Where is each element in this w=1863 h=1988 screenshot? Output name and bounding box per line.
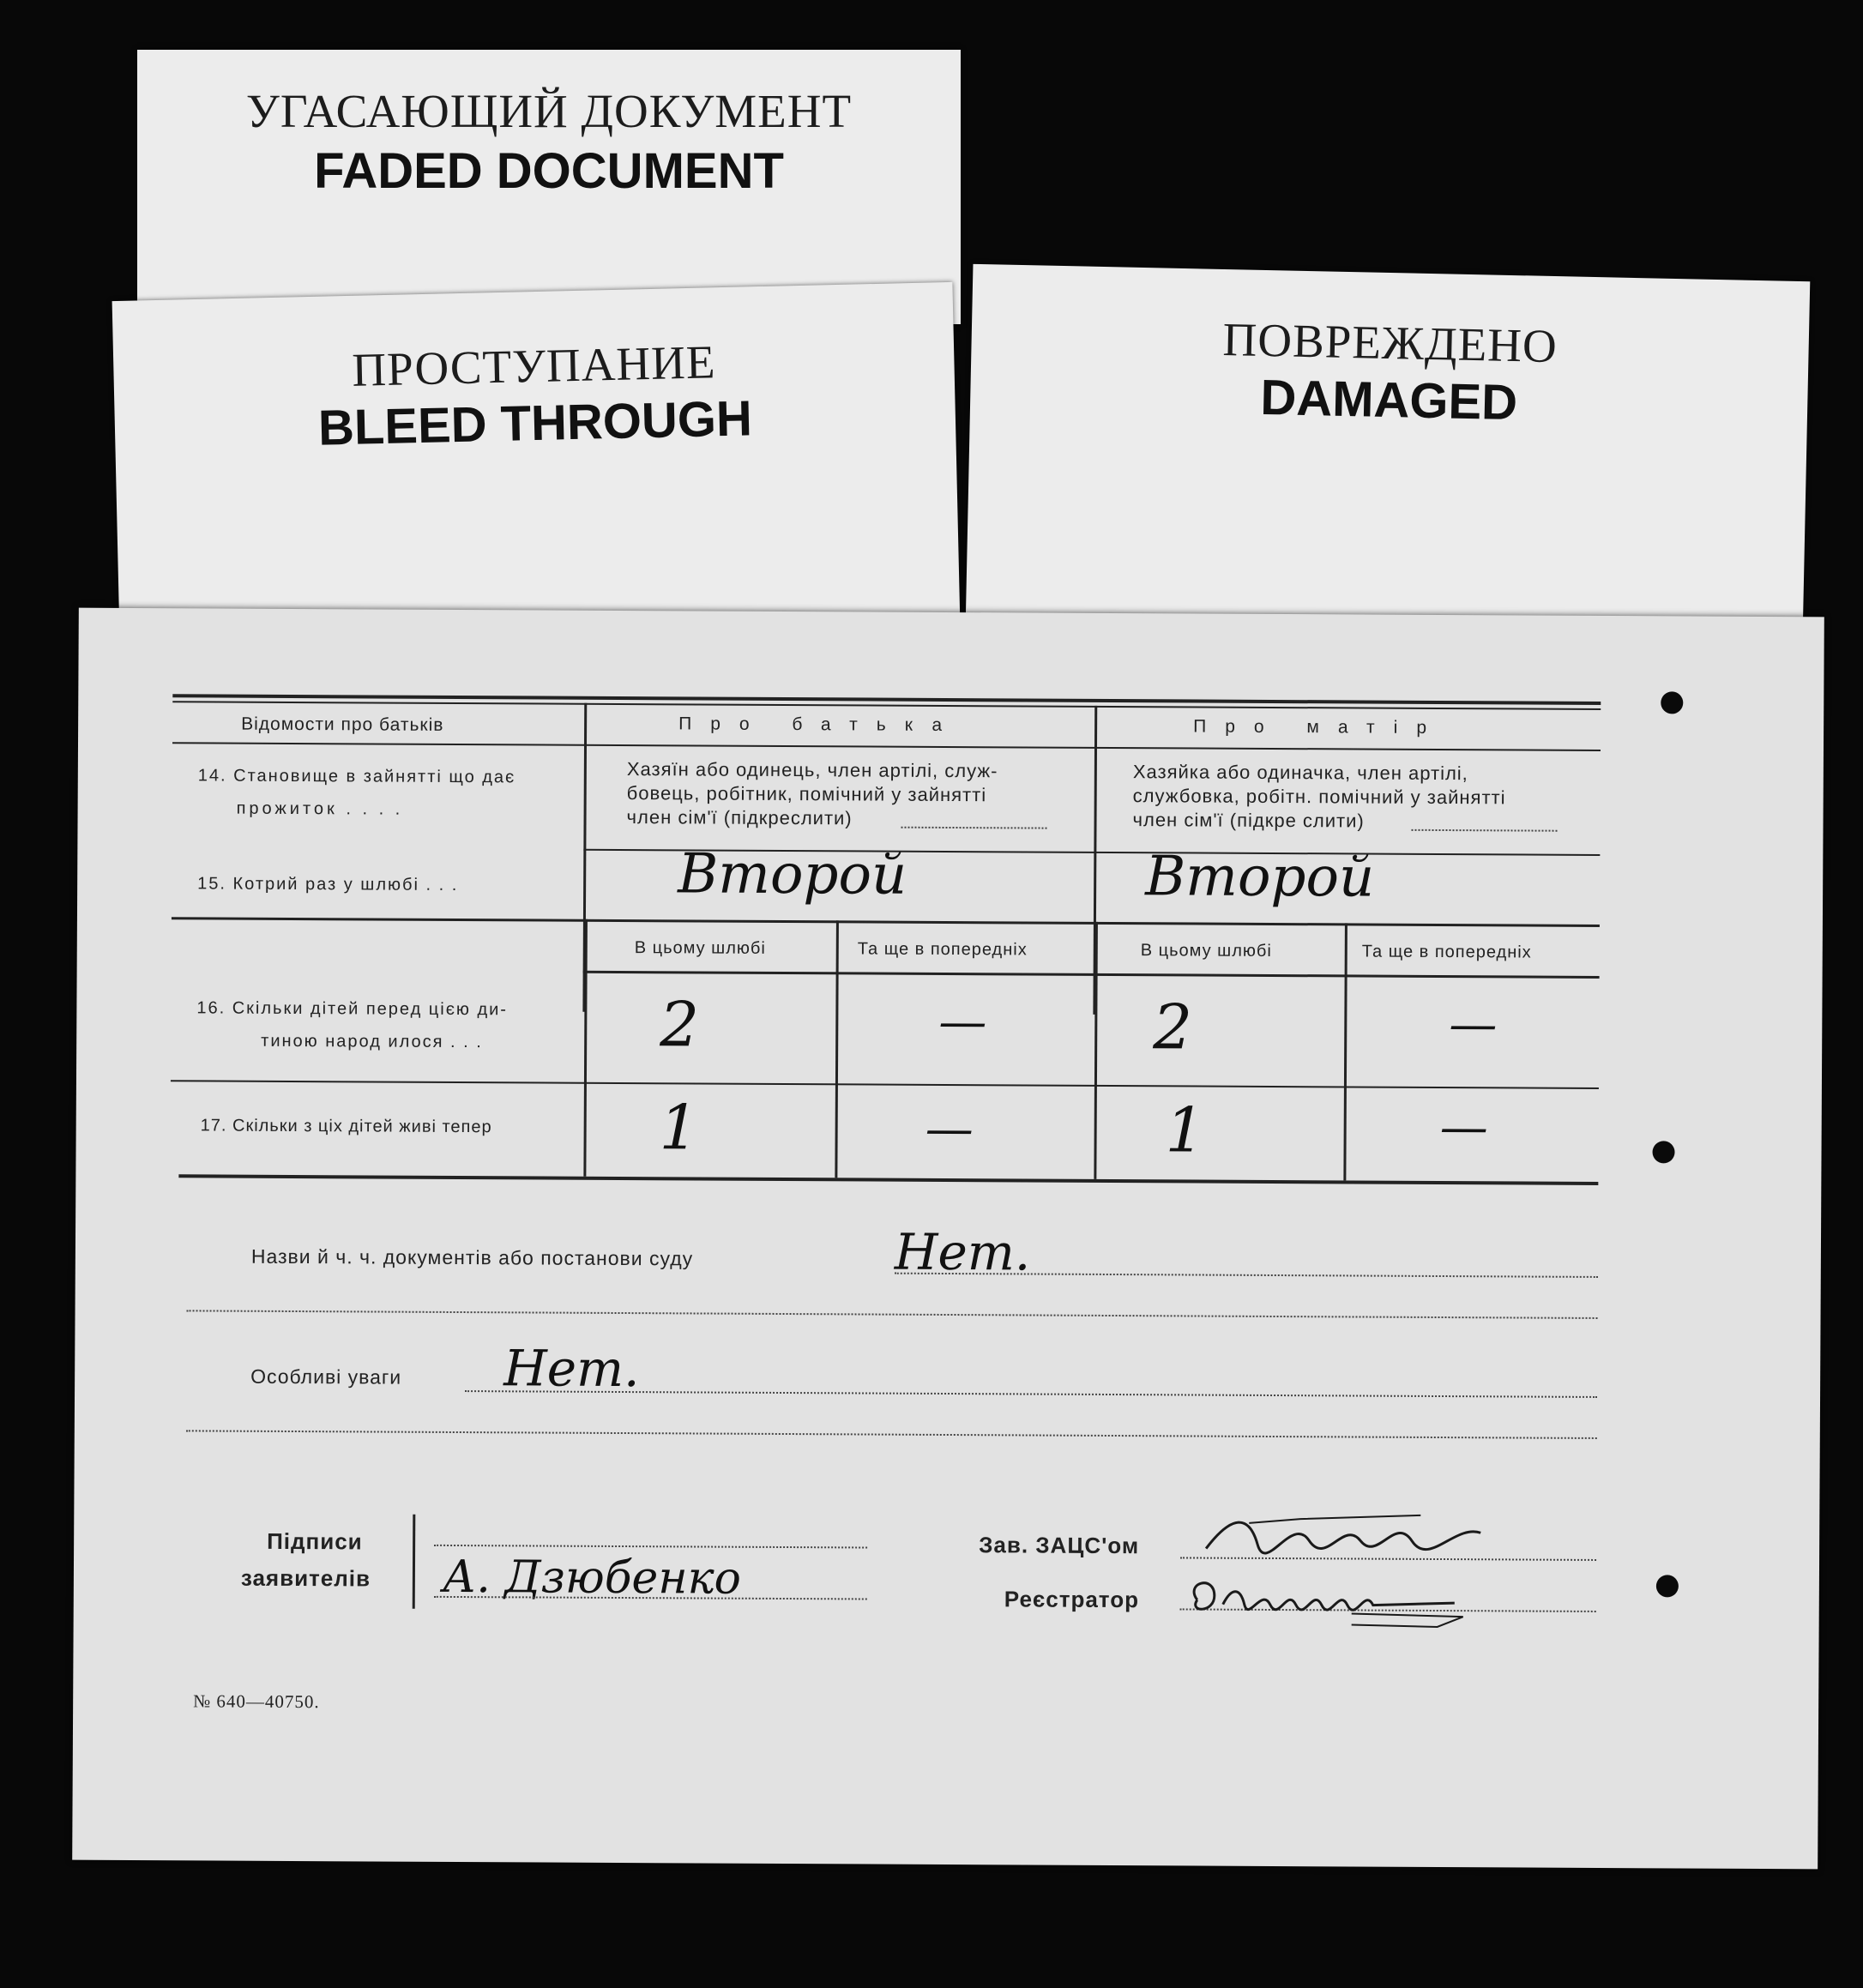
registrar-signature-scribble [1180,1565,1489,1636]
damaged-card-ru-text: ПОВРЕЖДЕНО [1222,312,1559,373]
subheader-mother-this: В цьому шлюбі [1140,941,1272,961]
documents-label: Назви й ч. ч. документів або постанови суду [250,1244,694,1270]
subheader-father-prev: Та ще в попередніх [857,939,1028,960]
row17-label: 17. Скільки з ціх дітей живі тепер [200,1116,492,1137]
row17-father-this: 1 [659,1091,699,1164]
row14-label-line2: прожиток . . . . [236,798,404,819]
row14-father-line2: бовець, робітник, помічний у зайнятті [626,782,987,806]
damaged-card [966,264,1811,642]
row16-father-this: 2 [660,988,700,1061]
row16-mother-prev: — [1449,997,1498,1053]
row17-mother-this: 1 [1165,1093,1205,1166]
header-about-mother: Про матір [1193,716,1446,738]
row15-label: 15. Котрий раз у шлюбі . . . [197,874,459,895]
row14-mother-line3: член сім'ї (підкре слити) [1132,809,1365,832]
signatures-label-line1: Підписи [267,1527,363,1555]
punch-hole [1656,1575,1679,1597]
head-signature-scribble [1197,1506,1489,1568]
applicant-signature: А. Дзюбенко [442,1551,742,1605]
row17-mother-prev: — [1439,1099,1488,1156]
row14-mother-line2: службовка, робітн. помічний у зайнятті [1132,785,1506,809]
row16-father-prev: — [938,993,987,1051]
punch-hole [1661,691,1683,714]
faded-document-card [137,50,961,324]
row15-father-value: Второй [678,842,907,907]
subheader-mother-prev: Та ще в попередніх [1361,942,1532,962]
punch-hole [1652,1141,1674,1163]
row17-father-prev: — [925,1100,974,1158]
registry-form-sheet [72,608,1824,1870]
damaged-card-en-text: DAMAGED [1259,369,1518,431]
remarks-value: Нет. [503,1339,640,1399]
faded-card-ru-text: УГАСАЮЩИЙ ДОКУМЕНТ [245,85,853,137]
header-about-father: Про батька [678,714,962,736]
bleed-card-en-text: BLEED THROUGH [317,390,753,456]
header-parents-info: Відомости про батьків [241,714,444,735]
row15-mother-value: Второй [1145,845,1375,910]
documents-value: Нет. [894,1222,1031,1282]
row14-father-line1: Хазяїн або одинець, член артілі, служ- [626,758,998,782]
row16-label-line1: 16. Скільки дітей перед цією ди- [196,998,509,1020]
subheader-father-this: В цьому шлюбі [634,938,766,958]
row16-label-line2: тиною народ илося . . . [261,1031,483,1052]
row14-father-line3: член сім'ї (підкреслити) [626,806,853,829]
row14-label-line1: 14. Становище в зайнятті що дає [197,766,516,787]
form-number: № 640—40750. [193,1690,320,1713]
faded-card-en-text: FADED DOCUMENT [314,143,784,199]
row14-mother-line1: Хазяйка або одиначка, член артілі, [1132,761,1468,785]
bleed-card-ru-text: ПРОСТУПАНИЕ [351,335,717,396]
head-zags-label: Зав. ЗАЦС'ом [979,1532,1140,1559]
row16-mother-this: 2 [1153,991,1193,1063]
remarks-label: Особливі уваги [250,1364,402,1389]
bleed-through-card [112,282,961,644]
signatures-label-line2: заявителів [240,1564,371,1592]
registrar-label: Реєстратор [1004,1586,1140,1613]
